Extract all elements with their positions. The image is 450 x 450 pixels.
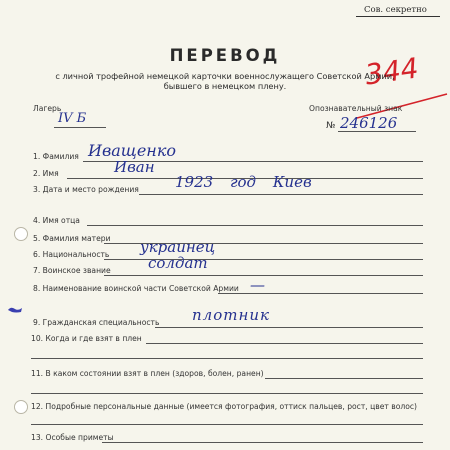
- field-name-value: Иван: [114, 158, 155, 176]
- camp-label: Лагерь: [33, 104, 62, 113]
- id-tag-value: 246126: [340, 114, 398, 132]
- field-capture-label: 10. Когда и где взят в плен: [31, 334, 142, 343]
- field-profession-label: 9. Гражданская специальность: [33, 318, 160, 327]
- ink-blot-icon: [7, 305, 23, 314]
- punch-hole-icon: [14, 400, 28, 414]
- subtitle-line-2: бывшего в немецком плену.: [163, 81, 287, 91]
- field-birth-value: 1923 год Киев: [175, 173, 312, 191]
- field-capture-rule: [146, 343, 423, 344]
- field-father-label: 4. Имя отца: [33, 216, 80, 225]
- subtitle-line-1: с личной трофейной немецкой карточки военнослужащего Советской Армии,: [55, 71, 395, 81]
- field-surname-value: Иващенко: [88, 141, 177, 160]
- field-personal-label: 12. Подробные персональные данные (имеется фотография, оттиск пальцев, рост, цвет волос): [31, 402, 418, 411]
- camp-rule: [54, 127, 106, 128]
- archive-number: 344: [362, 51, 421, 92]
- field-unit-label: 8. Наименование воинской части Советской Армии: [33, 284, 239, 293]
- field-nationality-value: украинец: [140, 238, 216, 256]
- document-subtitle: [0, 71, 450, 91]
- field-surname-label: 1. Фамилия: [33, 152, 79, 161]
- field-father-rule: [87, 225, 423, 226]
- field-name-label: 2. Имя: [33, 169, 59, 178]
- classification-stamp: Сов. секретно: [364, 5, 427, 15]
- field-unit-rule: [218, 293, 423, 294]
- field-condition-label: 11. В каком состоянии взят в плен (здоров, болен, ранен): [31, 369, 264, 378]
- field-profession-rule: [155, 327, 423, 328]
- id-tag-rule: [338, 131, 416, 132]
- classification-underline: [356, 16, 440, 17]
- id-tag-prefix: №: [326, 121, 336, 131]
- field-marks-label: 13. Особые приметы: [31, 433, 114, 442]
- field-marks-rule: [102, 442, 423, 443]
- field-birth-rule: [139, 194, 423, 195]
- id-tag-label: Опознавательный знак: [309, 104, 403, 113]
- field-birth-label: 3. Дата и место рождения: [33, 185, 139, 194]
- field-condition-rule: [265, 378, 423, 379]
- field-nationality-label: 6. Национальность: [33, 250, 110, 259]
- field-profession-value: плотник: [192, 306, 270, 324]
- field-rank-value: солдат: [148, 254, 208, 272]
- camp-value: IV Б: [58, 111, 87, 126]
- field-capture-rule-2: [31, 358, 423, 359]
- field-personal-rule: [31, 424, 423, 425]
- document-title: ПЕРЕВОД: [169, 46, 281, 65]
- punch-hole-icon: [14, 227, 28, 241]
- field-condition-rule-2: [31, 393, 423, 394]
- field-rank-label: 7. Воинское звание: [33, 266, 111, 275]
- field-unit-value: —: [250, 276, 265, 294]
- field-mother-label: 5. Фамилия матери: [33, 234, 111, 243]
